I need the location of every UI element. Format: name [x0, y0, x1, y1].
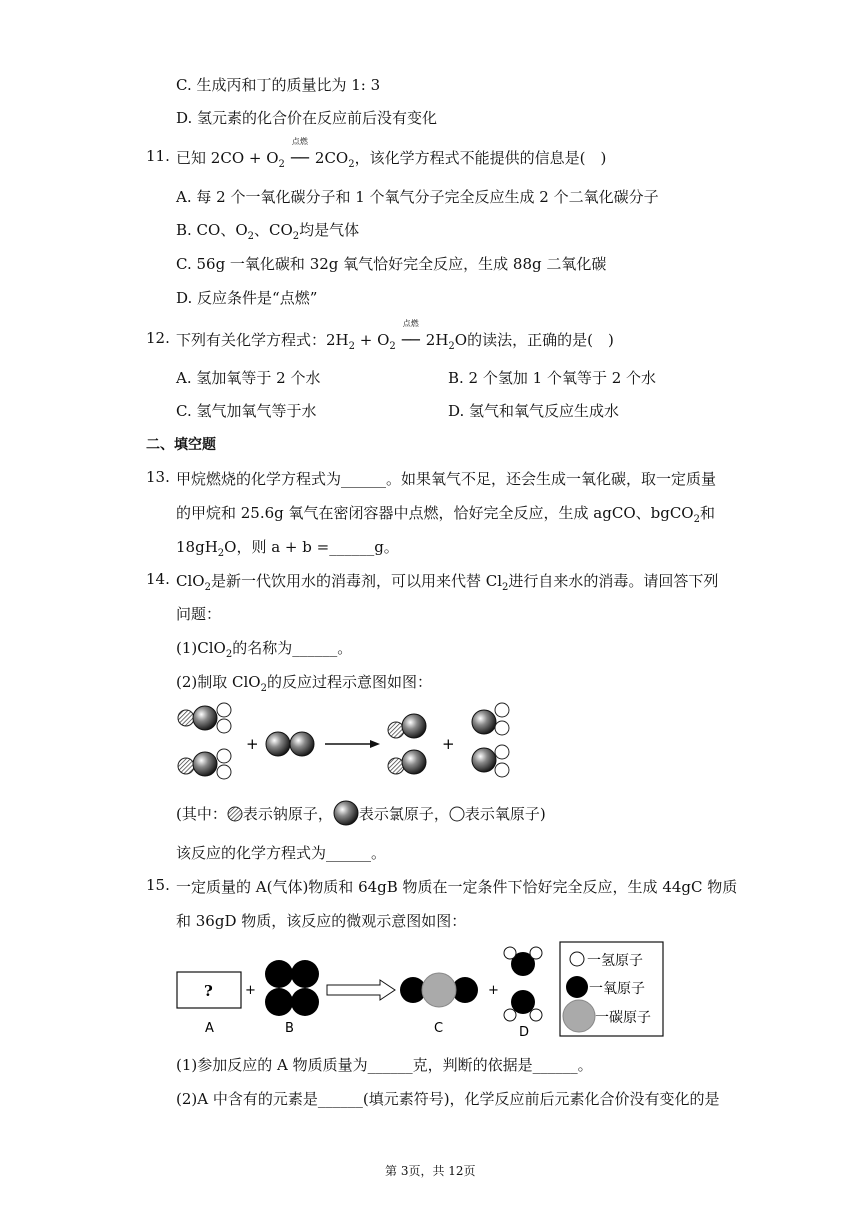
q12-stem: 下列有关化学方程式：$2H_2 + O_2$ 点燃 ── $2H_2O$的读法，正确的是( ) [176, 319, 614, 352]
q12-number: 12. [146, 329, 170, 347]
label-c: C [434, 1021, 444, 1036]
q15-part1: (1)参加反应的 A 物质质量为______克，判断的依据是______。 [176, 1056, 593, 1074]
cl2-molecule [266, 732, 314, 756]
q15-line2: 和 36gD 物质，该反应的微观示意图如图： [176, 912, 467, 930]
legend-carbon: 一碳原子 [595, 1010, 651, 1026]
nacl-molecule-1 [388, 714, 426, 738]
page-footer: 第 3页，共 12页 [385, 1164, 476, 1178]
plus-sign-2: + [442, 735, 455, 753]
q14-number: 14. [146, 570, 170, 588]
q11-number: 11. [146, 147, 170, 165]
naclo2-molecule-1 [178, 703, 231, 733]
label-d: D [519, 1025, 530, 1040]
q13-line1: 甲烷燃烧的化学方程式为______。如果氧气不足，还会生成一氧化碳，取一定质量 [176, 470, 717, 488]
oxygen-atom-icon [449, 806, 465, 822]
q15-number: 15. [146, 876, 170, 894]
chlorine-atom-icon [333, 800, 359, 826]
section-heading: 二、填空题 [146, 437, 216, 453]
q12-option-c: C. 氢气加氧气等于水 [176, 402, 317, 420]
q13-number: 13. [146, 468, 170, 486]
sodium-atom-icon [227, 806, 243, 822]
legend-hydrogen: 一氢原子 [587, 953, 643, 969]
q14-line2: 问题： [176, 605, 222, 623]
q11-stem: 已知 $2CO + O_2$ 点燃 ── $2CO_2$，该化学方程式不能提供的信息是( ) [176, 137, 607, 170]
nacl-molecule-2 [388, 750, 426, 774]
water-molecules-d [504, 947, 542, 1021]
q15-line1: 一定质量的 A(气体)物质和 64gB 物质在一定条件下恰好完全反应，生成 44gC 物质 [176, 878, 738, 896]
q12-option-a: A. 氢加氧等于 2 个水 [176, 369, 321, 387]
plus-sign-2: + [488, 983, 499, 998]
q14-line1: ClO$_2$是新一代饮用水的消毒剂，可以用来代替 $Cl_2$进行自来水的消毒。请回答下列 [176, 572, 719, 593]
plus-sign: + [245, 983, 256, 998]
label-b: B [285, 1021, 294, 1036]
q15-reaction-diagram [175, 940, 670, 1040]
q12-option-b: B. 2 个氢加 1 个氧等于 2 个水 [448, 369, 657, 387]
q11-option-d: D. 反应条件是“点燃” [176, 289, 318, 307]
reaction-arrow [327, 980, 395, 1000]
label-a: A [205, 1021, 214, 1036]
q14-part2: (2)制取 ClO$_2$的反应过程示意图如图： [176, 673, 432, 694]
clo2-molecule-2 [472, 745, 509, 777]
legend-oxygen: 一氧原子 [589, 981, 645, 997]
co2-molecule-c [400, 973, 478, 1007]
q12-option-d: D. 氢气和氧气反应生成水 [448, 402, 620, 420]
q11-option-a: A. 每 2 个一氧化碳分子和 1 个氧气分子完全反应生成 2 个二氧化碳分子 [176, 188, 659, 206]
reaction-arrow [325, 740, 380, 748]
q14-part1: (1)ClO$_2$的名称为______。 [176, 639, 353, 660]
q10-option-d: D. 氢元素的化合价在反应前后没有变化 [176, 109, 438, 127]
q10-option-c: C. 生成丙和丁的质量比为 1: 3 [176, 76, 381, 94]
q14-legend: (其中： 表示钠原子， 表示氯原子， 表示氧原子) [176, 800, 546, 826]
q15-part2: (2)A 中含有的元素是______(填元素符号)，化学反应前后元素化合价没有变化的是 [176, 1090, 720, 1108]
naclo2-molecule-2 [178, 749, 231, 779]
q14-reaction-diagram [170, 698, 530, 788]
q13-line3: $18gH_2O$，则 a + b =______g。 [176, 538, 399, 559]
oxygen-molecules-b [265, 960, 319, 1016]
q11-option-c: C. 56g 一氧化碳和 32g 氧气恰好完全反应，生成 88g 二氧化碳 [176, 255, 607, 273]
q14-equation-line: 该反应的化学方程式为______。 [176, 844, 387, 862]
plus-sign: + [246, 735, 259, 753]
q11-option-b: B. CO、$O_2$、$CO_2$均是气体 [176, 221, 360, 242]
unknown-mark: ? [204, 982, 213, 1000]
q13-line2: 的甲烷和 25.6g 氧气在密闭容器中点燃，恰好完全反应，生成 agCO、bgCO$_2$和 [176, 504, 715, 525]
clo2-molecule-1 [472, 703, 509, 735]
